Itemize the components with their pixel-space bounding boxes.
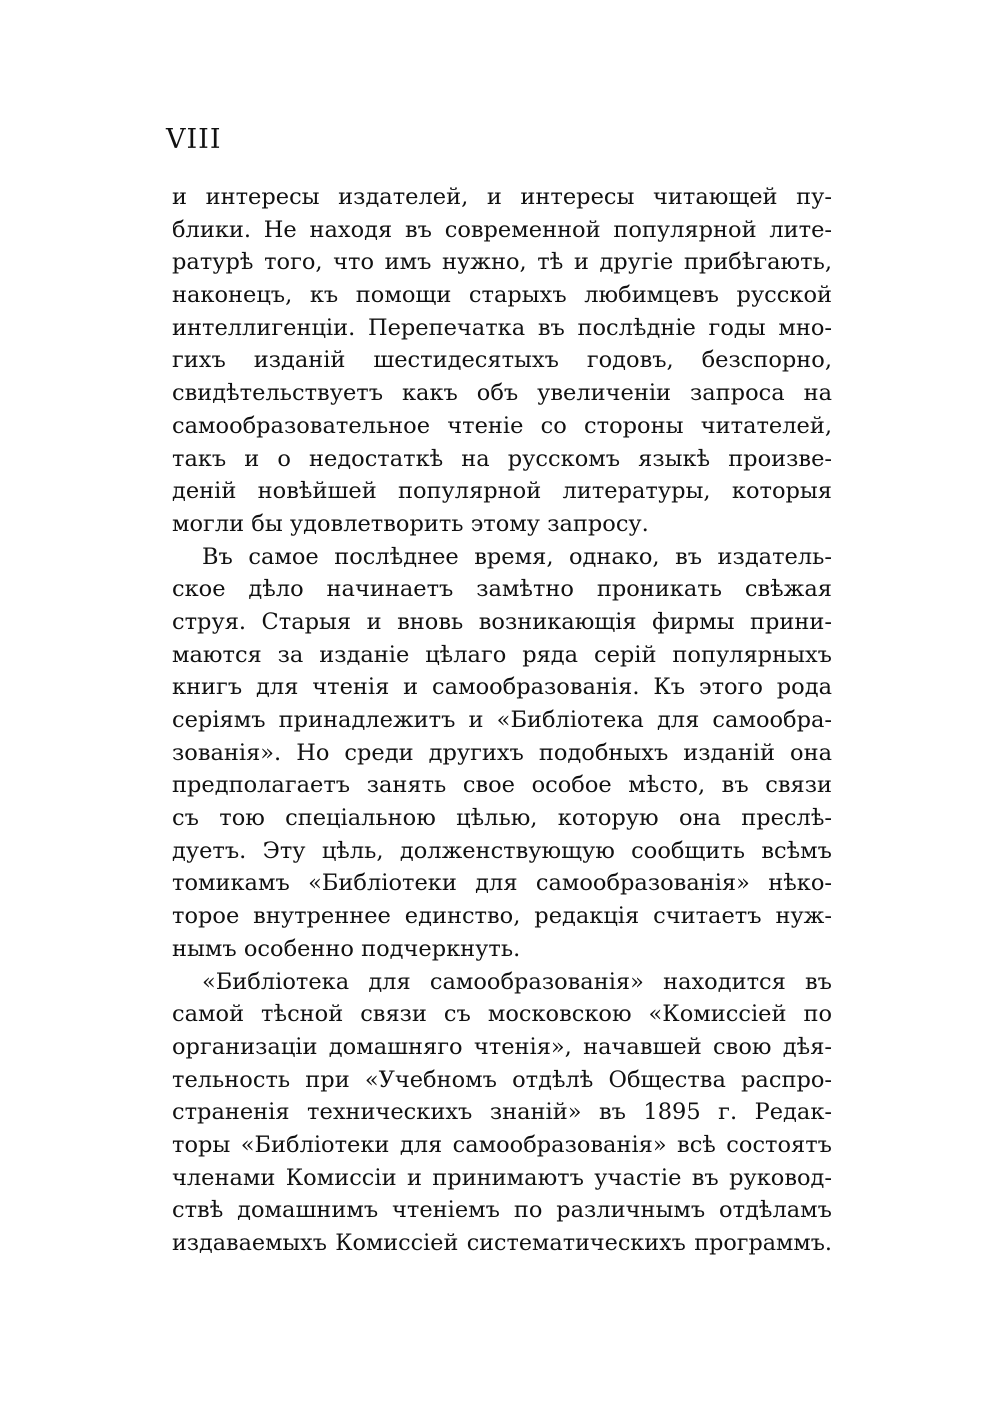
text-line: блики. Не находя въ современной популярной лите- bbox=[172, 216, 832, 243]
paragraph-3 bbox=[172, 966, 832, 1260]
text-line: «Библіотека для самообразованія» находится въ bbox=[202, 968, 832, 995]
page-number: VIII bbox=[166, 124, 222, 155]
body-text bbox=[172, 181, 832, 1260]
text-line: деній новѣйшей популярной литературы, которыя bbox=[172, 478, 832, 505]
text-line: торое внутреннее единство, редакція считаетъ нуж- bbox=[172, 903, 832, 930]
text-line: такъ и о недостаткѣ на русскомъ языкѣ произве- bbox=[172, 445, 832, 472]
text-line: серіямъ принадлежитъ и «Библіотека для самообра- bbox=[172, 707, 832, 733]
text-line: издаваемыхъ Комиссіей систематическихъ программъ. bbox=[172, 1230, 832, 1256]
text-line: интеллигенціи. Перепечатка въ послѣдніе годы мно- bbox=[172, 314, 832, 341]
text-line: предполагаетъ занять свое особое мѣсто, въ связи bbox=[172, 772, 832, 799]
text-line: зованія». Но среди другихъ подобныхъ изданій она bbox=[172, 739, 832, 766]
text-line: самообразовательное чтеніе со стороны читателей, bbox=[172, 412, 832, 439]
text-line: могли бы удовлетворить этому запросу. bbox=[172, 510, 649, 537]
text-line: нымъ особенно подчеркнуть. bbox=[172, 935, 521, 962]
text-line: съ тою спеціальною цѣлью, которую она преслѣ- bbox=[172, 805, 832, 832]
text-line: книгъ для чтенія и самообразованія. Къ этого рода bbox=[172, 674, 832, 701]
text-line: торы «Библіотеки для самообразованія» всѣ состоятъ bbox=[172, 1131, 832, 1158]
paragraph-2 bbox=[172, 541, 832, 966]
text-line: тельность при «Учебномъ отдѣлѣ Общества распро- bbox=[172, 1066, 832, 1093]
text-line: дуетъ. Эту цѣль, долженствующую сообщить всѣмъ bbox=[172, 837, 832, 864]
text-line: ствѣ домашнимъ чтеніемъ по различнымъ отдѣламъ bbox=[172, 1197, 832, 1224]
text-line: членами Комиссіи и принимаютъ участіе въ руковод- bbox=[172, 1164, 832, 1191]
text-line: томикамъ «Библіотеки для самообразованія» нѣко- bbox=[172, 870, 832, 897]
text-line: ратурѣ того, что имъ нужно, тѣ и другіе прибѣгають, bbox=[172, 249, 832, 276]
text-line: свидѣтельствуетъ какъ объ увеличеніи запроса на bbox=[172, 380, 832, 407]
text-line: струя. Старыя и вновь возникающія фирмы прини- bbox=[172, 608, 832, 635]
text-line: маются за изданіе цѣлаго ряда серій популярныхъ bbox=[172, 641, 832, 668]
text-line: гихъ изданій шестидесятыхъ годовъ, безспорно, bbox=[172, 347, 832, 374]
text-line: Въ самое послѣднее время, однако, въ издатель- bbox=[202, 543, 832, 570]
text-line: ское дѣло начинаетъ замѣтно проникать свѣжая bbox=[172, 576, 832, 603]
text-line: наконецъ, къ помощи старыхъ любимцевъ русской bbox=[172, 282, 832, 309]
text-line: и интересы издателей, и интересы читающей пу- bbox=[172, 184, 832, 210]
text-line: страненія техническихъ знаній» въ 1895 г. Редак- bbox=[172, 1099, 832, 1126]
text-line: самой тѣсной связи съ московскою «Комиссіей по bbox=[172, 1001, 832, 1028]
text-line: организаціи домашняго чтенія», начавшей свою дѣя- bbox=[172, 1033, 832, 1060]
paragraph-1 bbox=[172, 181, 832, 541]
